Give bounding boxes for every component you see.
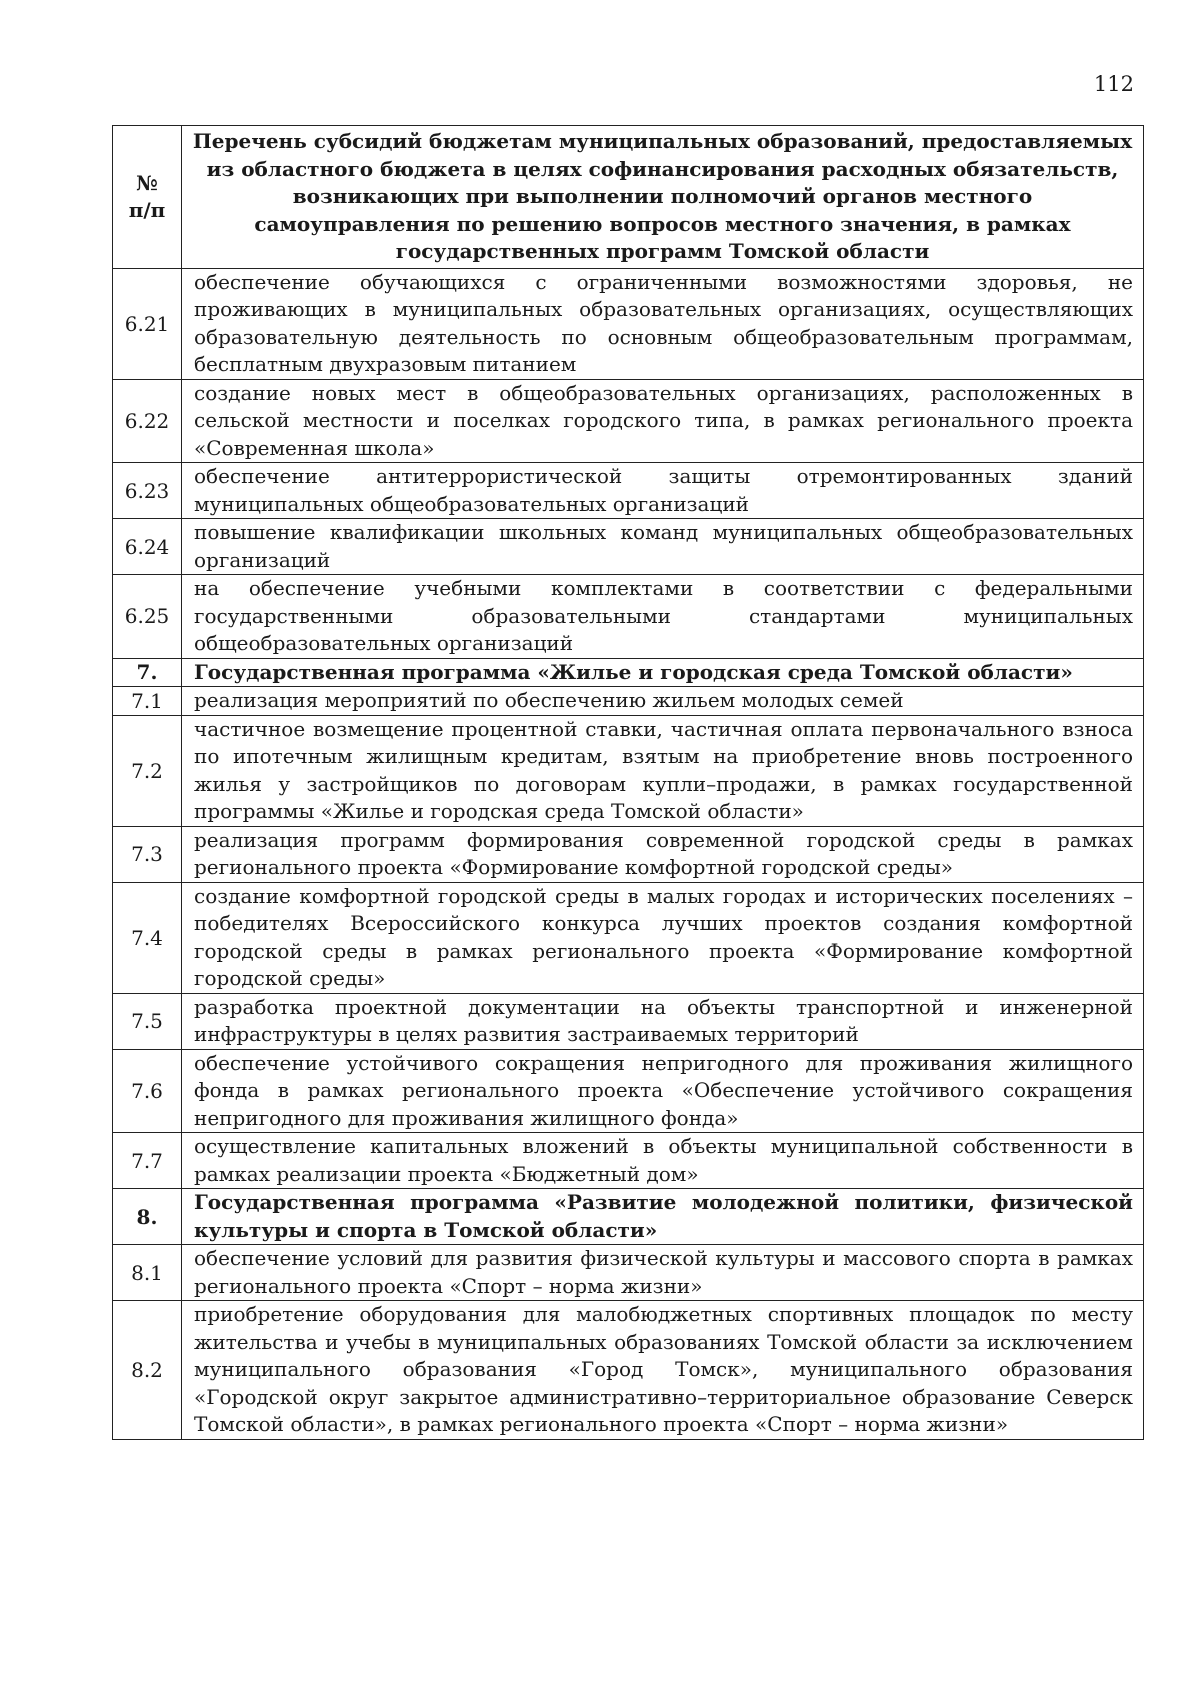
section-row xyxy=(113,1189,1144,1245)
row-description: частичное возмещение процентной ставки, частичная оплата первоначального взноса по ипотечным жилищным кредитам, взятым на приобретение вновь построенного жилья у застройщиков по договорам купли–продажи, в рамках государственной программы «Жилье и городская среда Томской области» xyxy=(182,715,1144,826)
table-row xyxy=(113,715,1144,826)
row-number: 6.25 xyxy=(113,575,182,659)
row-description: обеспечение обучающихся с ограниченными возможностями здоровья, не проживающих в муниципальных образовательных организациях, осуществляющих образовательную деятельность по основным общеобразовательным программам, бесплатным двухразовым питанием xyxy=(182,268,1144,379)
row-number: 6.22 xyxy=(113,379,182,463)
table-row xyxy=(113,379,1144,463)
row-description: Государственная программа «Жилье и городская среда Томской области» xyxy=(182,658,1144,687)
row-description: приобретение оборудования для малобюджетных спортивных площадок по месту жительства и учебы в муниципальных образованиях Томской области за исключением муниципального образования «Город Томск», муниципального образования «Городской округ закрытое административно–территориальное образование Северск Томской области», в рамках регионального проекта «Спорт – норма жизни» xyxy=(182,1301,1144,1440)
row-number: 7.6 xyxy=(113,1049,182,1133)
row-description: реализация мероприятий по обеспечению жильем молодых семей xyxy=(182,687,1144,716)
table-row xyxy=(113,882,1144,993)
row-number: 8. xyxy=(113,1189,182,1245)
table-row xyxy=(113,519,1144,575)
table-row xyxy=(113,687,1144,716)
table-row xyxy=(113,575,1144,659)
row-number: 8.1 xyxy=(113,1245,182,1301)
row-description: реализация программ формирования современной городской среды в рамках регионального проекта «Формирование комфортной городской среды» xyxy=(182,826,1144,882)
section-row xyxy=(113,658,1144,687)
row-number: 7.2 xyxy=(113,715,182,826)
table-row xyxy=(113,826,1144,882)
row-number: 7.5 xyxy=(113,993,182,1049)
row-number: 7.3 xyxy=(113,826,182,882)
row-number: 6.24 xyxy=(113,519,182,575)
row-description: создание комфортной городской среды в малых городах и исторических поселениях – победителях Всероссийского конкурса лучших проектов создания комфортной городской среды в рамках регионального проекта «Формирование комфортной городской среды» xyxy=(182,882,1144,993)
row-number: 7.7 xyxy=(113,1133,182,1189)
row-description: обеспечение устойчивого сокращения непригодного для проживания жилищного фонда в рамках регионального проекта «Обеспечение устойчивого сокращения непригодного для проживания жилищного фонда» xyxy=(182,1049,1144,1133)
page-number: 112 xyxy=(1093,72,1134,96)
row-number: 7.1 xyxy=(113,687,182,716)
row-description: Государственная программа «Развитие молодежной политики, физической культуры и спорта в Томской области» xyxy=(182,1189,1144,1245)
table-row xyxy=(113,268,1144,379)
row-description: разработка проектной документации на объекты транспортной и инженерной инфраструктуры в целях развития застраиваемых территорий xyxy=(182,993,1144,1049)
row-number: 6.23 xyxy=(113,463,182,519)
table-row xyxy=(113,1245,1144,1301)
table-row xyxy=(113,993,1144,1049)
row-number: 8.2 xyxy=(113,1301,182,1440)
row-number: 6.21 xyxy=(113,268,182,379)
row-description: на обеспечение учебными комплектами в соответствии с федеральными государственными образовательными стандартами муниципальных общеобразовательных организаций xyxy=(182,575,1144,659)
row-description: обеспечение условий для развития физической культуры и массового спорта в рамках регионального проекта «Спорт – норма жизни» xyxy=(182,1245,1144,1301)
column-header-title: Перечень субсидий бюджетам муниципальных образований, предоставляемых из областного бюджета в целях софинансирования расходных обязательств, возникающих при выполнении полномочий органов местного самоуправления по решению вопросов местного значения, в рамках государственных программ Томской области xyxy=(182,126,1144,269)
column-header-number xyxy=(113,126,182,269)
row-number: 7. xyxy=(113,658,182,687)
table-body xyxy=(113,268,1144,1439)
table-row xyxy=(113,1133,1144,1189)
row-number: 7.4 xyxy=(113,882,182,993)
row-description: создание новых мест в общеобразовательных организациях, расположенных в сельской местности и поселках городского типа, в рамках регионального проекта «Современная школа» xyxy=(182,379,1144,463)
table-row xyxy=(113,1049,1144,1133)
row-description: обеспечение антитеррористической защиты отремонтированных зданий муниципальных общеобразовательных организаций xyxy=(182,463,1144,519)
table-row xyxy=(113,1301,1144,1440)
subsidies-table xyxy=(112,125,1144,1440)
column-header-number-label: № п/п xyxy=(128,170,166,222)
table-row xyxy=(113,463,1144,519)
row-description: осуществление капитальных вложений в объекты муниципальной собственности в рамках реализации проекта «Бюджетный дом» xyxy=(182,1133,1144,1189)
table-header-row xyxy=(113,126,1144,269)
row-description: повышение квалификации школьных команд муниципальных общеобразовательных организаций xyxy=(182,519,1144,575)
